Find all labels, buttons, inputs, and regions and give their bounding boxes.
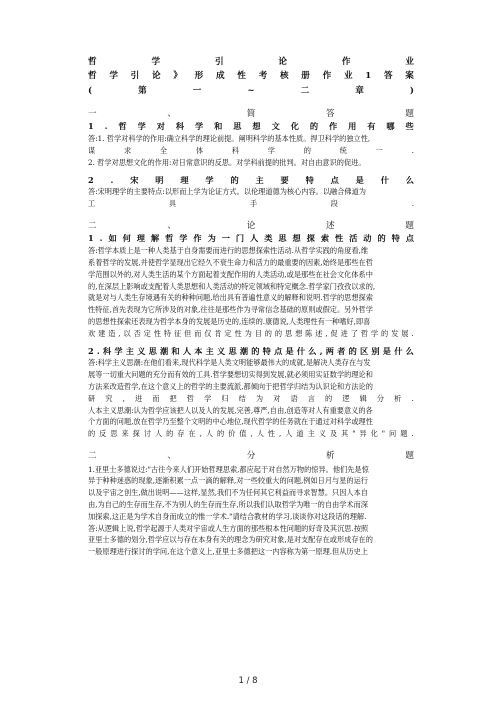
- answer-2-1: [88, 245, 414, 339]
- text-line: 研 究 , 进 而 把 哲 学 归 结 为 对 语 言 的 逻 辑 分 析 .: [88, 393, 414, 403]
- text-line: 方法来改造哲学,在这个意义上的哲学的主要流派,都倾向于把哲学归结为认识论和方法论的: [88, 382, 373, 392]
- answer-1-2: [88, 186, 414, 210]
- answer-2-2: [88, 357, 414, 440]
- text-line: 谋 求 全 体 科 学 的 统 一 .: [88, 145, 414, 155]
- answer-1-1: [88, 133, 414, 168]
- text-line: 就是对与人类生存境遇有关的种种问题,给出具有普遍性意义的解释和说明.哲学的思想探索: [88, 293, 373, 303]
- title-line-1: 哲 学 引 论 作 业: [88, 57, 414, 67]
- text-line: 性特征,首先表现为它所涉及的对象,往往是那些作为寻常信念基础的原则或假定。另外哲学: [88, 305, 373, 315]
- document-body: [88, 55, 414, 558]
- question-2-2: 2 . 科 学 主 义 思 潮 和 人 本 主 义 思 潮 的 特 点 是 什 么 , 两 者 的 区 别 是 什 么: [88, 345, 414, 356]
- text-line: 人本主义思潮:认为哲学应该把人以及人的发展,完善,尊严,自由,创造等对人有重要意义的各: [88, 405, 373, 415]
- text-line: 学范围以外的,对人类生活的某个方面起着支配作用的人类活动,或是那些在社会文化体系中: [88, 269, 373, 279]
- text-line: 工 具 手 段 .: [88, 199, 414, 209]
- text-line: 一般原理进行探讨的学问,在这个意义上,亚里士多德把这一内容称为第一原理.但从历史上: [88, 547, 368, 557]
- text-line: 的 反 思 来 探 讨 人 的 存 在 , 人 的 价 值 , 人 性 , 人 道 主 义 及 其 " 异 化 " 问 题 .: [88, 429, 414, 439]
- question-1-1: 1 . 哲 学 对 科 学 和 思 想 文 化 的 作 用 有 哪 些: [88, 121, 414, 132]
- text-line: 由,为自己的生存而生存,不为别人的生存而生存,所以我们认取哲学为唯一的自由学术而深: [88, 499, 368, 509]
- text-line: 答:1. 哲学对科学的作用:确立科学的理论前提。阐明科学的基本性质。捍卫科学的独立性,: [88, 134, 371, 144]
- text-line: 1.亚里士多德说过:"古往今来人们开始哲理思索,都应起于对自然万物的惊异。他们先是惊: [88, 464, 369, 474]
- question-1-2: 2 . 宋 明 理 学 的 主 要 特 点 是 什 么: [88, 174, 414, 185]
- section-heading-short-answer: 一 、 简 答 题: [88, 108, 414, 119]
- text-line: 的思想性探索还表现为哲学本身的发展是历史的,连续的.康德说,人类理性有一种嗜好,即喜: [88, 317, 371, 327]
- text-line: 欢 建 造 , 以 否 定 性 特 征 但 而 仅 肯 定 性 为 目 的 的 思 想 陈 述 , 促 进 了 哲 学 的 发 展 .: [88, 328, 414, 338]
- question-2-1: 1 . 如 何 理 解 哲 学 作 为 一 门 人 类 思 想 探 索 性 活 动 的 特 点: [88, 233, 414, 244]
- text-line: 亚里士多德的划分,哲学应以与存在本身有关的理念为研究对象,是对支配存在或形成存在的: [88, 535, 373, 545]
- text-line: 展等一切重大问题的充分而有效的工具.哲学要想切实得到发展,就必须用实证数学的理论和: [88, 370, 373, 380]
- text-line: 答:宋明理学的主要特点:以形而上学为论证方式。以伦理道德为核心内容。以融合佛道为: [88, 187, 366, 197]
- text-line: 答:哲学本质上是一种人类基于自身需要而进行的思想探索性活动.从哲学实践的角度看,维: [88, 246, 369, 256]
- text-line: 以及宇宙之创生,做出说明——这样,显然,我们不为任何其它利益而寻求智慧。只因人本自: [88, 488, 368, 498]
- text-line: 答:科学主义思潮:在他们看来,现代科学是人类文明能够最伟大的成就,是解决人类存在与发: [88, 358, 371, 368]
- text-line: 的,在深层上影响或支配着人类思想和人类活动的特定领域和特定概念.哲学家门孜孜以求的,: [88, 281, 376, 291]
- text-line: 异于种种迷惑的现象,逐渐积累一点一滴的解释,对一些较重大的问题,例如日月与星的运行: [88, 476, 368, 486]
- text-line: 加探索,这正是为学术自身而成立的惟一学术."请结合教材的学习,谈谈你对这段话的理解.: [88, 511, 367, 521]
- section-heading-essay: 二 、 论 述 题: [88, 220, 414, 231]
- title-line-2: 哲 学 引 论 》 形 成 性 考 核 册 作 业 1 答 案: [88, 71, 414, 82]
- text-line: 2. 哲学对思想文化的作用:对日常意识的反思。对学科前提的批判。对自由意识的促进。: [88, 157, 366, 167]
- text-line: 系着哲学的发展,并使哲学显现出它经久不衰生命力和活力的最重要的因素,始终是那些在哲: [88, 258, 373, 268]
- text-line: 个方面的问题,放在哲学乃至整个文明的中心地位,现代哲学的任务就在于通过对科学或理性: [88, 417, 373, 427]
- page-number: 1 / 8: [238, 676, 258, 686]
- section-heading-analysis: 二 、 分 析 题: [88, 451, 414, 462]
- title-line-3: ( 第 一 ~ 二 章 ): [88, 85, 414, 96]
- answer-3-1: [88, 464, 414, 558]
- text-line: 答:从逻辑上说,哲学起源于人类对宇宙或人生方面的那些根本性问题的好奇及其沉思.按照: [88, 523, 369, 533]
